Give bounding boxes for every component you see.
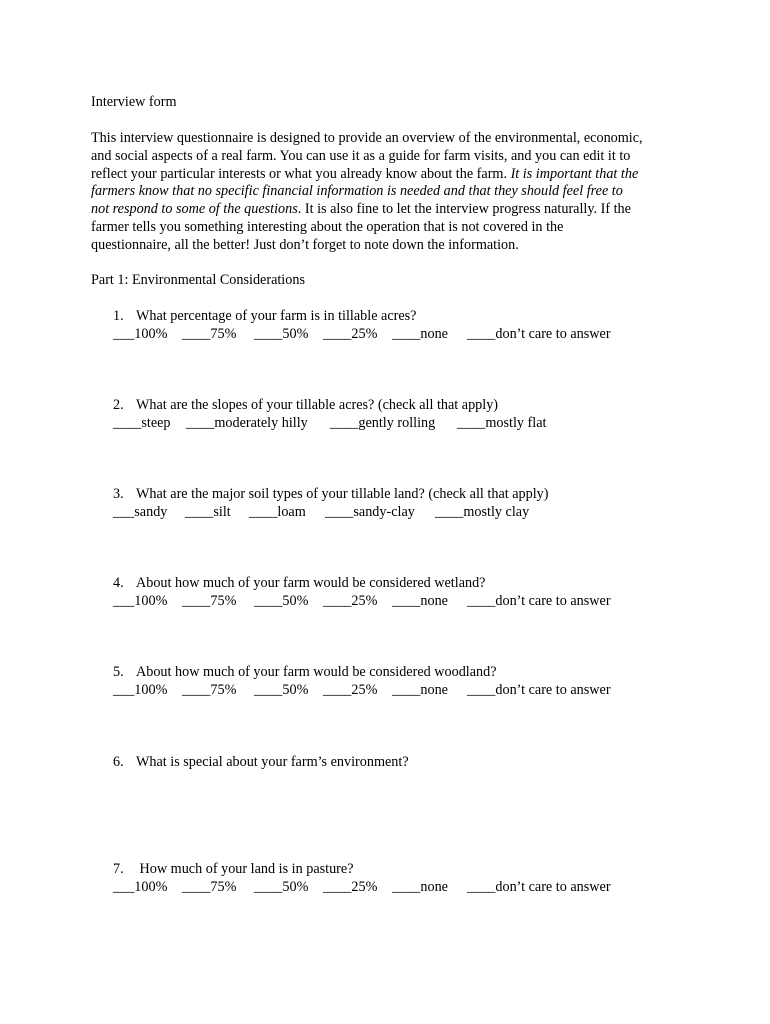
question-text: What percentage of your farm is in tillable acres?	[136, 308, 417, 324]
option-gently-rolling[interactable]: ____gently rolling	[330, 414, 436, 431]
option-mostly-flat[interactable]: ____mostly flat	[457, 414, 547, 431]
question-3	[113, 486, 548, 522]
option-sandy-clay[interactable]: ____sandy-clay	[325, 503, 415, 520]
option-none[interactable]: ____none	[392, 325, 448, 342]
option-50-percent[interactable]: ____50%	[254, 325, 309, 342]
answer-options	[113, 415, 546, 433]
intro-text: This interview questionnaire is designed to provide an overview of the environmental, economic,	[91, 130, 643, 146]
option-100-percent[interactable]: ___100%	[113, 592, 168, 609]
answer-options	[113, 879, 611, 897]
option-none[interactable]: ____none	[392, 592, 448, 609]
intro-line	[91, 219, 691, 237]
option-25-percent[interactable]: ____25%	[323, 878, 378, 895]
question-1	[113, 308, 611, 344]
option-none[interactable]: ____none	[392, 878, 448, 895]
intro-line	[91, 148, 691, 166]
option-25-percent[interactable]: ____25%	[323, 325, 378, 342]
intro-line	[91, 130, 691, 148]
part1-heading: Part 1: Environmental Considerations	[91, 272, 305, 288]
option-50-percent[interactable]: ____50%	[254, 878, 309, 895]
question-stem	[113, 861, 611, 879]
question-text: What is special about your farm’s environment?	[136, 754, 409, 770]
intro-italic-text: It is important that the	[510, 165, 639, 182]
question-number: 2.	[113, 397, 124, 413]
question-6	[113, 754, 409, 772]
question-5	[113, 664, 611, 700]
question-number: 5.	[113, 664, 124, 680]
question-stem	[113, 575, 611, 593]
intro-text: and social aspects of a real farm. You can use it as a guide for farm visits, and you can edit it to	[91, 147, 631, 164]
intro-text: reflect your particular interests or what you already know about the farm.	[91, 165, 511, 182]
question-4	[113, 575, 611, 611]
option-dont-care[interactable]: ____don’t care to answer	[467, 325, 611, 342]
option-sandy[interactable]: ___sandy	[113, 503, 168, 520]
intro-text: farmer tells you something interesting about the operation that is not covered in the	[91, 218, 564, 235]
option-75-percent[interactable]: ____75%	[182, 325, 237, 342]
question-number: 3.	[113, 486, 124, 502]
question-stem	[113, 486, 548, 504]
option-25-percent[interactable]: ____25%	[323, 681, 378, 698]
question-text: About how much of your farm would be considered woodland?	[136, 664, 497, 680]
answer-options	[113, 326, 611, 344]
option-50-percent[interactable]: ____50%	[254, 681, 309, 698]
question-2	[113, 397, 546, 433]
question-number: 4.	[113, 575, 124, 591]
intro-line	[91, 166, 691, 184]
option-25-percent[interactable]: ____25%	[323, 592, 378, 609]
question-text: What are the slopes of your tillable acres? (check all that apply)	[136, 397, 499, 413]
intro-italic-text: farmers know that no specific financial information is needed and that they should feel free to	[91, 183, 623, 200]
answer-options	[113, 504, 548, 522]
question-number: 6.	[113, 754, 124, 770]
option-loam[interactable]: ____loam	[249, 503, 306, 520]
question-number: 7.	[113, 861, 124, 877]
answer-options	[113, 682, 611, 700]
question-stem	[113, 754, 409, 772]
intro-line	[91, 183, 691, 201]
question-stem	[113, 397, 546, 415]
option-100-percent[interactable]: ___100%	[113, 878, 168, 895]
intro-line	[91, 201, 691, 219]
option-dont-care[interactable]: ____don’t care to answer	[467, 878, 611, 895]
option-mostly-clay[interactable]: ____mostly clay	[435, 503, 530, 520]
question-stem	[113, 664, 611, 682]
option-50-percent[interactable]: ____50%	[254, 592, 309, 609]
option-moderately-hilly[interactable]: ____moderately hilly	[186, 414, 308, 431]
question-text: How much of your land is in pasture?	[136, 861, 354, 877]
option-75-percent[interactable]: ____75%	[182, 878, 237, 895]
option-steep[interactable]: ____steep	[113, 414, 171, 431]
question-7	[113, 861, 611, 897]
question-text: About how much of your farm would be considered wetland?	[136, 575, 486, 591]
form-title: Interview form	[91, 94, 177, 110]
option-dont-care[interactable]: ____don’t care to answer	[467, 681, 611, 698]
intro-text: . It is also fine to let the interview progress naturally. If the	[297, 201, 631, 218]
option-none[interactable]: ____none	[392, 681, 448, 698]
intro-paragraph	[91, 130, 691, 255]
option-75-percent[interactable]: ____75%	[182, 681, 237, 698]
question-text: What are the major soil types of your tillable land? (check all that apply)	[136, 486, 549, 502]
intro-line	[91, 237, 691, 255]
question-number: 1.	[113, 308, 124, 324]
option-100-percent[interactable]: ___100%	[113, 325, 168, 342]
option-silt[interactable]: ____silt	[185, 503, 231, 520]
option-75-percent[interactable]: ____75%	[182, 592, 237, 609]
answer-options	[113, 593, 611, 611]
question-stem	[113, 308, 611, 326]
option-100-percent[interactable]: ___100%	[113, 681, 168, 698]
intro-text: questionnaire, all the better! Just don’t forget to note down the information.	[91, 236, 519, 253]
intro-italic-text: not respond to some of the questions	[91, 201, 298, 218]
option-dont-care[interactable]: ____don’t care to answer	[467, 592, 611, 609]
